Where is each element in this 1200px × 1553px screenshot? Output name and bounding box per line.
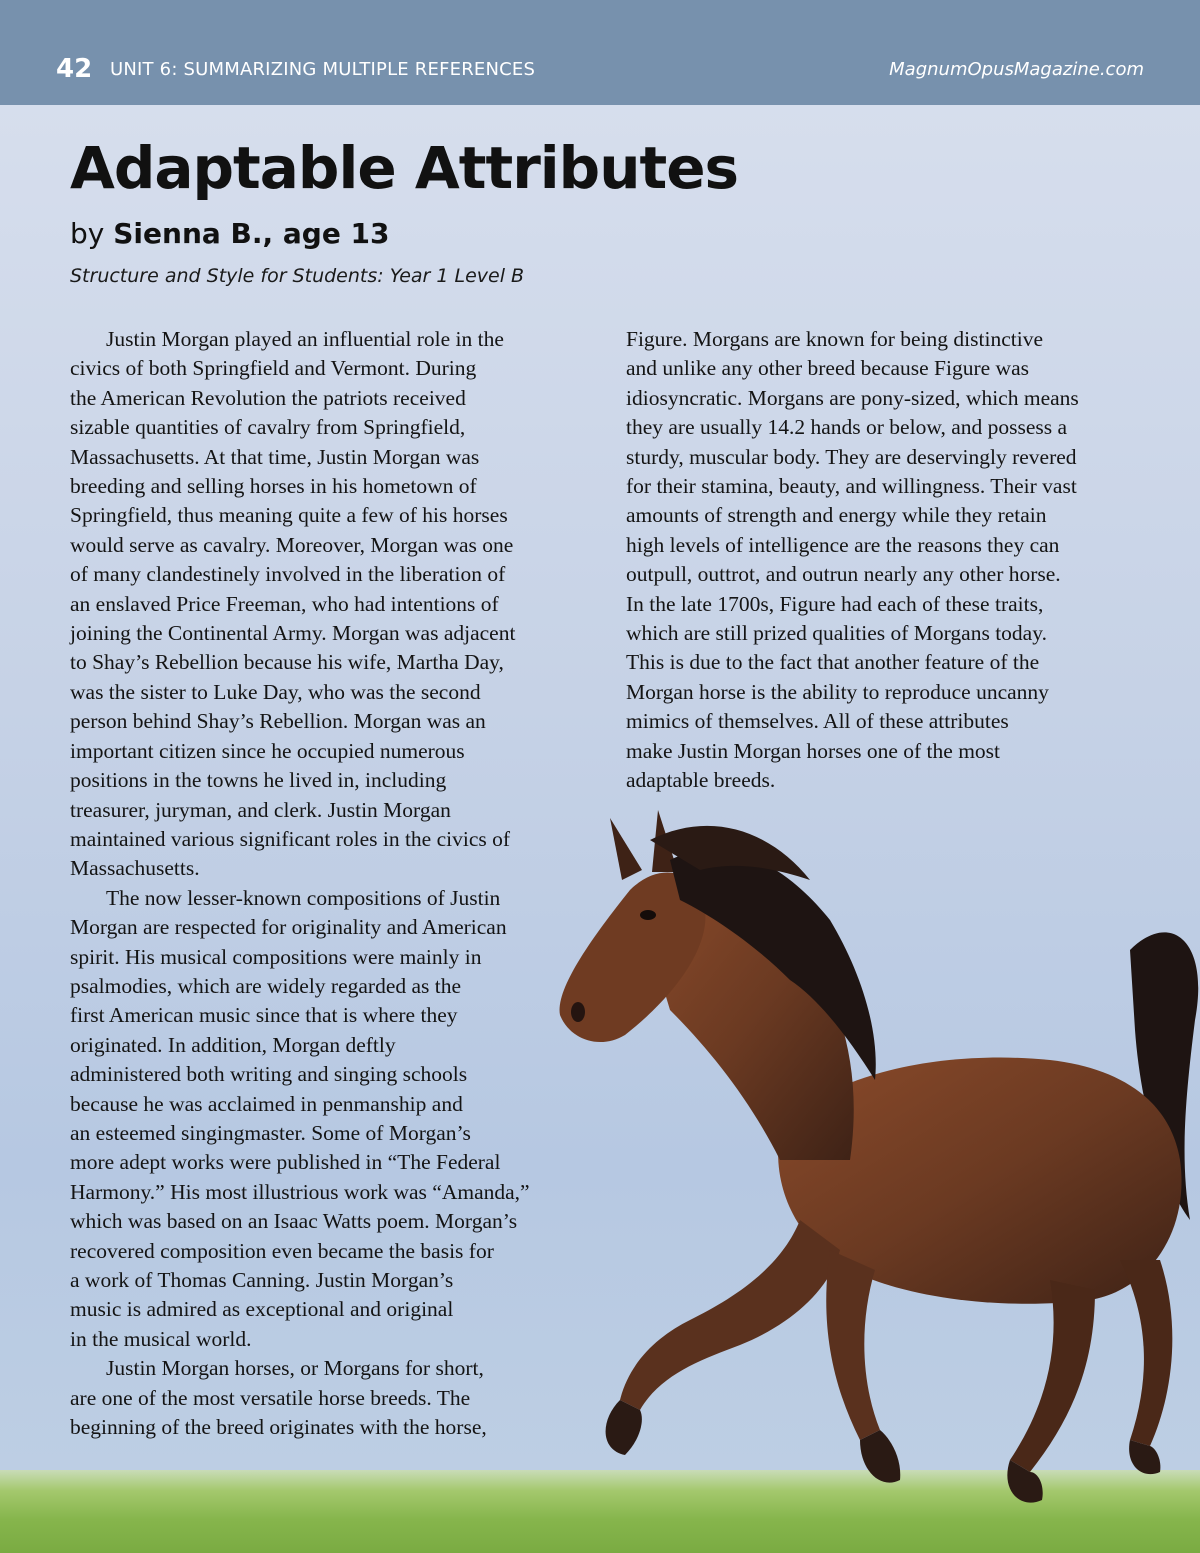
text-line: in the musical world.: [70, 1326, 252, 1351]
page-number: 42: [56, 54, 93, 84]
text-line: person behind Shay’s Rebellion. Morgan was an: [70, 709, 486, 734]
text-line: Figure. Morgans are known for being distinctive: [626, 327, 1043, 351]
header-bar: [0, 0, 1200, 105]
text-line: a work of Thomas Canning. Justin Morgan’s: [70, 1268, 454, 1292]
text-line: spirit. His musical compositions were mainly in: [70, 944, 482, 969]
text-line: amounts of strength and energy while they retain: [626, 503, 1047, 528]
author-name: Sienna B., age 13: [113, 217, 390, 250]
text-line: important citizen since he occupied numerous: [70, 738, 465, 763]
text-line: treasurer, juryman, and clerk. Justin Morgan: [70, 797, 451, 822]
text-line: and unlike any other breed because Figure was: [626, 356, 1029, 381]
text-line: mimics of themselves. All of these attributes: [626, 709, 1009, 734]
text-line: maintained various significant roles in the civics of: [70, 826, 511, 851]
text-line: This is due to the fact that another feature of the: [626, 650, 1040, 675]
text-line: Harmony.” His most illustrious work was “Amanda,”: [70, 1179, 530, 1204]
text-line: Justin Morgan horses, or Morgans for short,: [106, 1356, 484, 1381]
text-line: The now lesser-known compositions of Justin: [106, 885, 501, 910]
unit-title: UNIT 6: SUMMARIZING MULTIPLE REFERENCES: [110, 59, 536, 80]
text-line: administered both writing and singing schools: [70, 1062, 468, 1087]
text-line: Springfield, thus meaning quite a few of his horses: [70, 503, 508, 528]
text-line: psalmodies, which are widely regarded as the: [70, 973, 462, 998]
site-name: MagnumOpusMagazine.com: [889, 59, 1144, 80]
text-line: which was based on an Isaac Watts poem. Morgan’s: [70, 1209, 518, 1234]
horse-photo: [530, 800, 1200, 1520]
text-line: sturdy, muscular body. They are deservingly revered: [626, 444, 1077, 469]
article-title: Adaptable Attributes: [70, 134, 739, 202]
text-line: was the sister to Luke Day, who was the second: [70, 679, 481, 704]
text-line: idiosyncratic. Morgans are pony-sized, which means: [626, 385, 1079, 410]
text-line: positions in the towns he lived in, including: [70, 768, 447, 793]
text-line: adaptable breeds.: [626, 768, 776, 793]
text-line: to Shay’s Rebellion because his wife, Martha Day,: [70, 650, 504, 675]
text-line: which are still prized qualities of Morgans today.: [626, 621, 1047, 646]
text-line: joining the Continental Army. Morgan was adjacent: [70, 621, 516, 646]
text-line: because he was acclaimed in penmanship and: [70, 1091, 463, 1116]
text-line: Morgan horse is the ability to reproduce uncanny: [626, 679, 1049, 704]
text-line: music is admired as exceptional and original: [70, 1297, 454, 1322]
text-line: breeding and selling horses in his hometown of: [70, 474, 477, 499]
text-line: for their stamina, beauty, and willingness. Their vast: [626, 474, 1077, 499]
text-line: high levels of intelligence are the reasons they can: [626, 532, 1060, 557]
text-line: In the late 1700s, Figure had each of these traits,: [626, 591, 1044, 616]
text-line: beginning of the breed originates with the horse,: [70, 1415, 487, 1440]
text-line: Morgan are respected for originality and American: [70, 915, 507, 940]
text-line: Justin Morgan played an influential role in the: [106, 327, 504, 351]
text-line: would serve as cavalry. Moreover, Morgan was one: [70, 532, 514, 557]
text-line: more adept works were published in “The Federal: [70, 1150, 501, 1175]
byline-prefix: by: [70, 217, 105, 250]
text-line: first American music since that is where they: [70, 1003, 458, 1028]
byline: [70, 215, 390, 253]
text-line: an esteemed singingmaster. Some of Morgan’s: [70, 1120, 471, 1145]
text-line: an enslaved Price Freeman, who had intentions of: [70, 591, 499, 616]
text-line: outpull, outtrot, and outrun nearly any other horse.: [626, 562, 1061, 587]
text-line: they are usually 14.2 hands or below, and possess a: [626, 415, 1068, 440]
text-line: originated. In addition, Morgan deftly: [70, 1032, 396, 1057]
text-line: of many clandestinely involved in the liberation of: [70, 562, 506, 587]
text-line: Massachusetts. At that time, Justin Morgan was: [70, 444, 480, 469]
right-column: [626, 325, 1136, 796]
text-line: civics of both Springfield and Vermont. During: [70, 356, 477, 381]
course-name: Structure and Style for Students: Year 1 Level B: [70, 265, 525, 287]
text-line: recovered composition even became the basis for: [70, 1238, 494, 1263]
text-line: are one of the most versatile horse breeds. The: [70, 1385, 471, 1410]
text-line: Massachusetts.: [70, 856, 200, 881]
text-line: make Justin Morgan horses one of the most: [626, 738, 1001, 763]
text-line: the American Revolution the patriots received: [70, 385, 466, 410]
left-column: [70, 325, 570, 1442]
text-line: sizable quantities of cavalry from Springfield,: [70, 415, 466, 440]
